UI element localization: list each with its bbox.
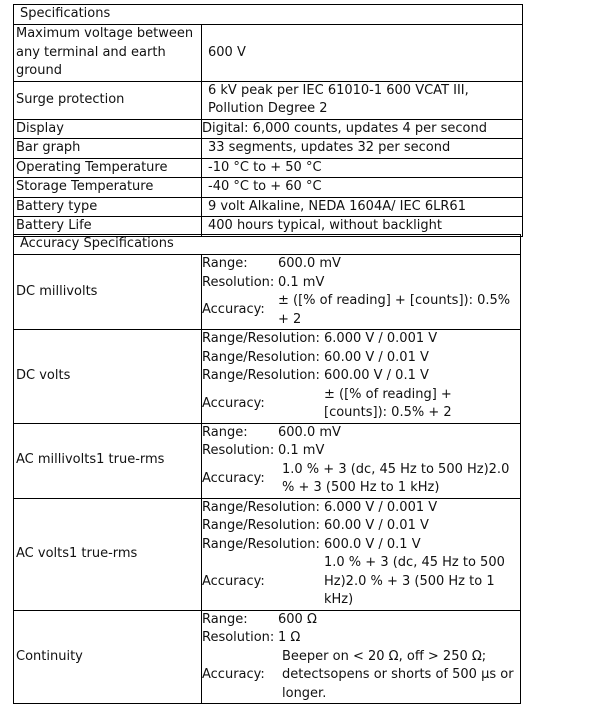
spec-label: Surge protection: [14, 81, 202, 119]
resolution-value: 0.1 mV: [278, 443, 325, 458]
resolution-key: Resolution:: [202, 443, 275, 458]
spec-title-row: [14, 5, 523, 25]
spec-label: Display: [14, 119, 202, 139]
range-value: 600.0 mV: [278, 424, 341, 440]
spec-label: Maximum voltage between any terminal and earth ground: [14, 25, 202, 82]
spec-value: 9 volt Alkaline, NEDA 1604A/ IEC 6LR61: [202, 197, 523, 217]
range-resolution-line: Range/Resolution: 60.00 V / 0.01 V: [202, 349, 429, 365]
measurement-spec: [202, 498, 521, 610]
spec-value: -10 °C to + 50 °C: [202, 158, 523, 178]
range-key: Range:: [202, 424, 248, 440]
spec-value: 33 segments, updates 32 per second: [202, 139, 523, 159]
table-row: [14, 158, 523, 178]
resolution-value: 1 Ω: [278, 630, 301, 645]
range-resolution-line: Range/Resolution: 6.000 V / 0.001 V: [202, 499, 438, 515]
table-row: [14, 255, 521, 330]
table-row: [14, 119, 523, 139]
spec-label: Operating Temperature: [14, 158, 202, 178]
measurement-spec: [202, 423, 521, 498]
measurement-label: DC millivolts: [14, 255, 202, 330]
spec-title: Specifications: [14, 5, 523, 25]
spec-value: 400 hours typical, without backlight: [202, 217, 523, 237]
range-value: 600 Ω: [278, 611, 317, 627]
accuracy-key: Accuracy:: [202, 573, 265, 589]
measurement-label: Continuity: [14, 610, 202, 704]
accuracy-value: ± ([% of reading] + [counts]): 0.5% + 2: [324, 386, 452, 420]
measurement-spec: [202, 610, 521, 704]
range-resolution-line: Range/Resolution: 600.0 V / 0.1 V: [202, 536, 421, 552]
resolution-value: 0.1 mV: [278, 274, 325, 290]
spec-value: 6 kV peak per IEC 61010-1 600 VCAT III, Pollution Degree 2: [202, 81, 523, 119]
accuracy-key: Accuracy:: [202, 470, 265, 486]
spec-value: 600 V: [202, 25, 523, 82]
spec-value: Digital: 6,000 counts, updates 4 per second: [202, 119, 523, 139]
measurement-spec: [202, 330, 521, 424]
spec-label: Battery Life: [14, 217, 202, 237]
measurement-label: AC millivolts1 true-rms: [14, 423, 202, 498]
accuracy-value: 1.0 % + 3 (dc, 45 Hz to 500 Hz)2.0 % + 3 (500 Hz to 1 kHz): [324, 555, 505, 607]
spec-label: Storage Temperature: [14, 178, 202, 198]
spec-value: -40 °C to + 60 °C: [202, 178, 523, 198]
accuracy-value: ± ([% of reading] + [counts]): 0.5% + 2: [278, 293, 511, 327]
table-row: [14, 498, 521, 610]
table-row: [14, 25, 523, 82]
accuracy-key: Accuracy:: [202, 395, 265, 411]
range-resolution-line: Range/Resolution: 600.00 V / 0.1 V: [202, 368, 429, 383]
accuracy-value: 1.0 % + 3 (dc, 45 Hz to 500 Hz)2.0 % + 3 (500 Hz to 1 kHz): [282, 461, 510, 495]
accuracy-key: Accuracy:: [202, 667, 265, 682]
table-row: [14, 81, 523, 119]
table-row: [14, 610, 521, 704]
accuracy-table: [13, 234, 521, 704]
table-row: [14, 423, 521, 498]
table-row: [14, 139, 523, 159]
accuracy-title-row: [14, 235, 521, 255]
table-row: [14, 197, 523, 217]
table-row: [14, 330, 521, 424]
accuracy-value: Beeper on < 20 Ω, off > 250 Ω; detectsopens or shorts of 500 µs or longer.: [282, 648, 514, 701]
measurement-label: DC volts: [14, 330, 202, 424]
spec-label: Battery type: [14, 197, 202, 217]
resolution-key: Resolution:: [202, 630, 275, 645]
specifications-table: [13, 4, 523, 237]
accuracy-title: Accuracy Specifications: [14, 235, 521, 255]
table-row: [14, 178, 523, 198]
range-resolution-line: Range/Resolution: 60.00 V / 0.01 V: [202, 518, 429, 533]
accuracy-key: Accuracy:: [202, 302, 265, 318]
range-value: 600.0 mV: [278, 256, 341, 271]
spec-label: Bar graph: [14, 139, 202, 159]
range-key: Range:: [202, 256, 248, 271]
range-resolution-line: Range/Resolution: 6.000 V / 0.001 V: [202, 331, 438, 346]
measurement-spec: [202, 255, 521, 330]
resolution-key: Resolution:: [202, 274, 275, 290]
measurement-label: AC volts1 true-rms: [14, 498, 202, 610]
range-key: Range:: [202, 611, 248, 627]
